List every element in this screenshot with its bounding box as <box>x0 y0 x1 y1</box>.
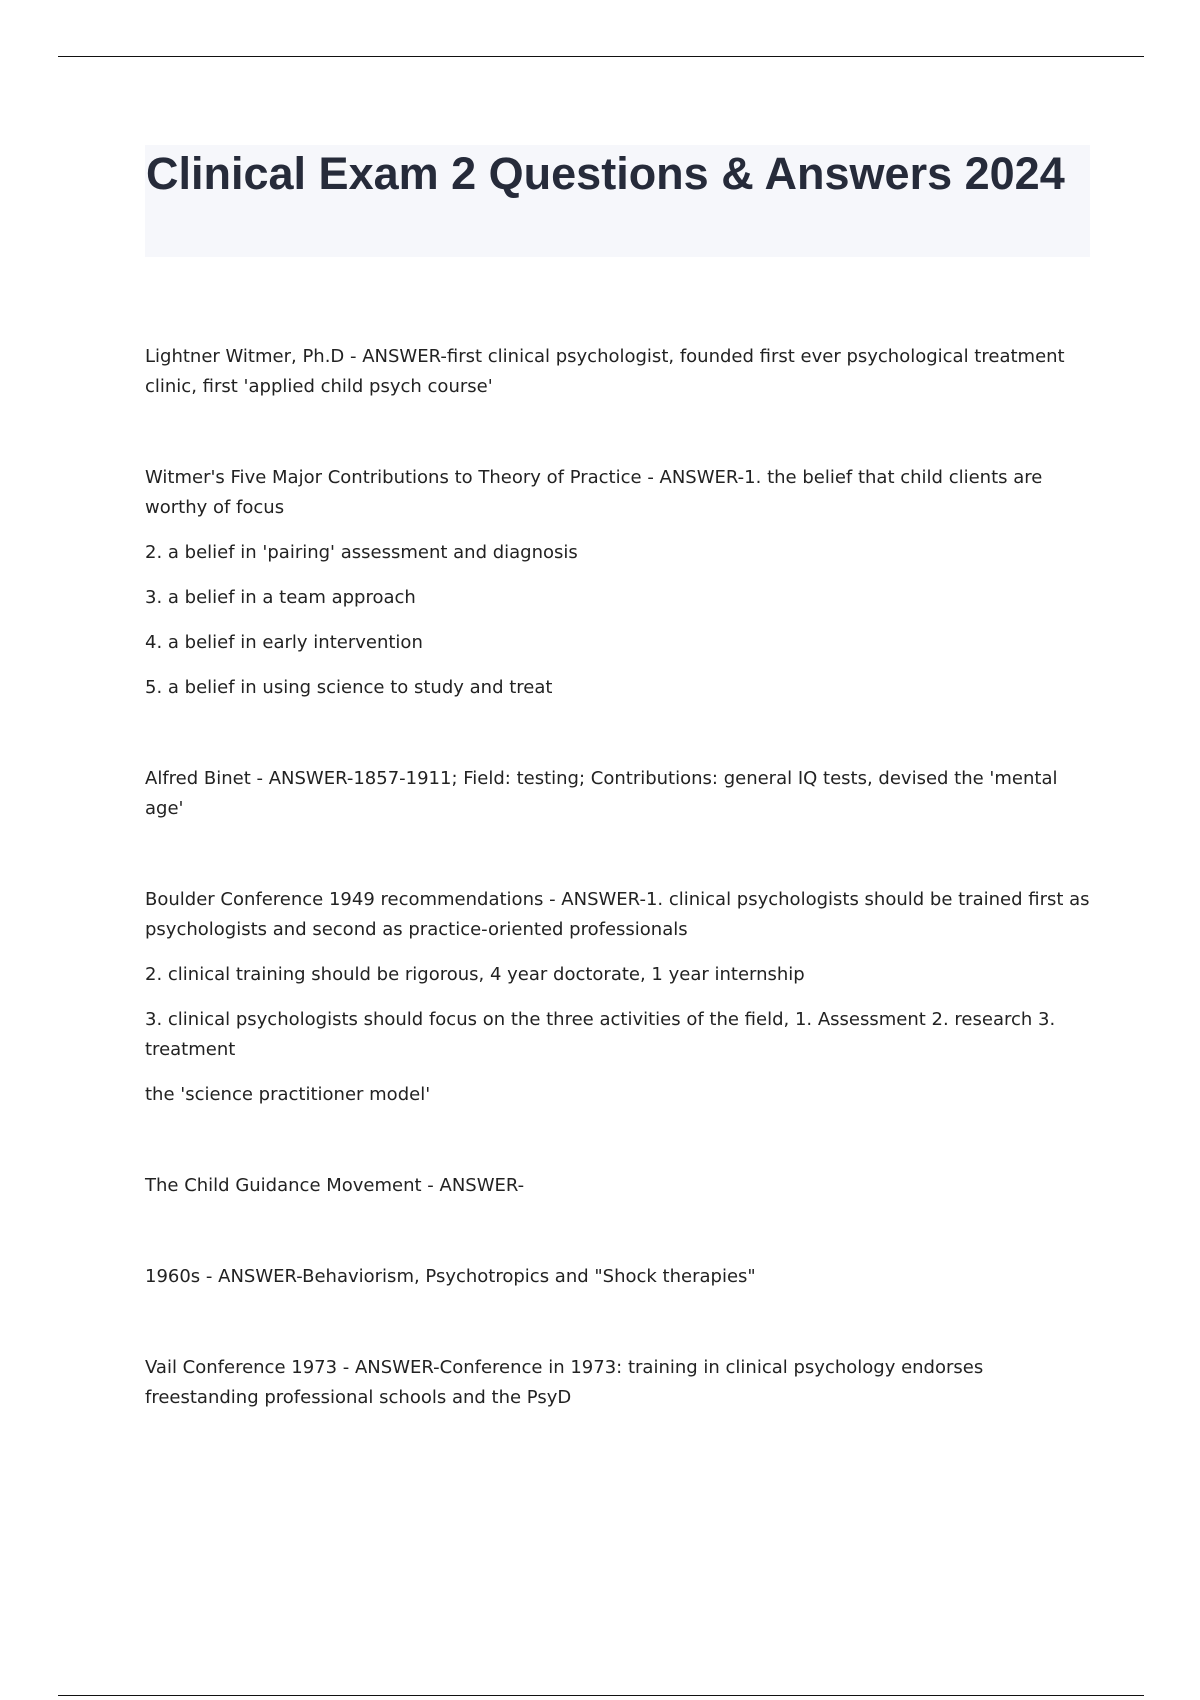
qa-text: the 'science practitioner model' <box>145 1084 431 1105</box>
qa-text: Vail Conference 1973 - ANSWER-Conference in 1973: training in clinical psychology endorses freestanding professional schools and the PsyD <box>145 1357 984 1408</box>
qa-entry <box>145 1262 1090 1292</box>
qa-text: Lightner Witmer, Ph.D - ANSWER-first clinical psychologist, founded first ever psychological treatment clinic, first 'applied child psych course' <box>145 346 1065 397</box>
qa-text: Alfred Binet - ANSWER-1857-1911; Field: testing; Contributions: general IQ tests, devised the 'mental age' <box>145 768 1058 819</box>
qa-text: 3. a belief in a team approach <box>145 587 416 608</box>
qa-entry <box>145 764 1090 824</box>
qa-text: 2. a belief in 'pairing' assessment and diagnosis <box>145 542 578 563</box>
qa-text: 5. a belief in using science to study and treat <box>145 677 553 698</box>
qa-entry <box>145 1353 1090 1413</box>
footer-rule <box>58 1695 1144 1696</box>
qa-list <box>145 342 1090 1474</box>
qa-entry <box>145 1171 1090 1201</box>
qa-text: 3. clinical psychologists should focus on the three activities of the field, 1. Assessment 2. research 3. treatment <box>145 1009 1056 1060</box>
qa-text: Boulder Conference 1949 recommendations - ANSWER-1. clinical psychologists should be trained first as psychologists and second as practice-oriented professionals <box>145 889 1090 940</box>
qa-entry <box>145 463 1090 703</box>
qa-text: 2. clinical training should be rigorous, 4 year doctorate, 1 year internship <box>145 964 805 985</box>
document-title: Clinical Exam 2 Questions & Answers 2024 <box>146 148 1065 199</box>
header-rule <box>58 56 1144 57</box>
qa-text: Witmer's Five Major Contributions to Theory of Practice - ANSWER-1. the belief that child clients are worthy of focus <box>145 467 1043 518</box>
qa-entry <box>145 885 1090 1110</box>
qa-text: 1960s - ANSWER-Behaviorism, Psychotropics and "Shock therapies" <box>145 1266 756 1287</box>
qa-entry <box>145 342 1090 402</box>
qa-text: The Child Guidance Movement - ANSWER- <box>145 1175 525 1196</box>
qa-text: 4. a belief in early intervention <box>145 632 423 653</box>
